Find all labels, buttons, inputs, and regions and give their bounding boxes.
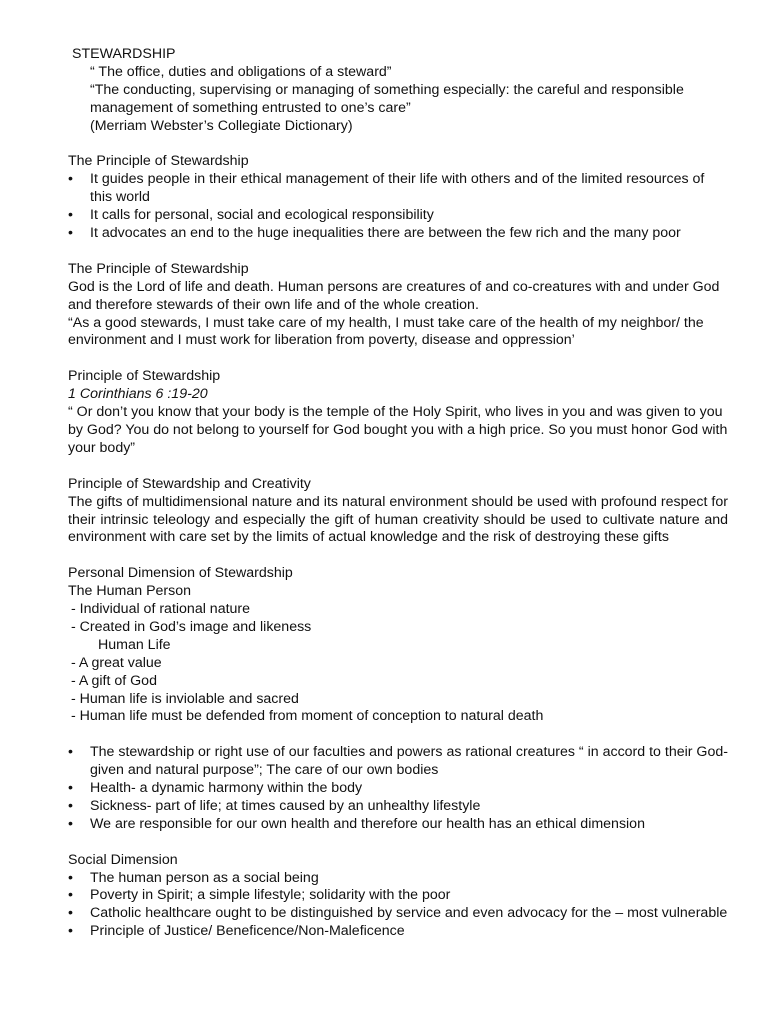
list-item: • Health- a dynamic harmony within the body xyxy=(68,780,363,797)
paragraph: God is the Lord of life and death. Human persons are creatures of and co-creatures with and under God and therefore stewards of their own life and of the whole creation. xyxy=(68,278,720,313)
definition-line-2: “The conducting, supervising or managing of something especially: the careful and responsible xyxy=(90,81,684,98)
list-item: - Human life must be defended from moment of conception to natural death xyxy=(71,708,544,725)
bullet-icon: • xyxy=(68,815,73,832)
definition-line-1: “ The office, duties and obligations of a steward” xyxy=(90,63,392,80)
scripture-reference: 1 Corinthians 6 :19-20 xyxy=(68,386,208,403)
list-item: • It calls for personal, social and ecological responsibility xyxy=(68,207,434,224)
section-heading: The Principle of Stewardship xyxy=(68,153,249,170)
definition-source: (Merriam Webster’s Collegiate Dictionary) xyxy=(90,117,353,134)
bullet-icon: • xyxy=(68,171,73,188)
bullet-icon: • xyxy=(68,905,73,922)
list-item: • We are responsible for our own health and therefore our health has an ethical dimension xyxy=(68,815,645,832)
list-item: - Human life is inviolable and sacred xyxy=(71,690,299,707)
paragraph: The gifts of multidimensional nature and its natural environment should be used with profound respect for their intrinsic teleology and especially the gift of human creativity should be used to cultivate nature and environment with care set by the limits of actual knowledge and the risk of destroying these gifts xyxy=(68,493,728,546)
section-heading: Personal Dimension of Stewardship xyxy=(68,565,293,582)
section-heading: The Principle of Stewardship xyxy=(68,260,249,277)
subheading: The Human Person xyxy=(68,583,192,600)
bullet-icon: • xyxy=(68,225,73,242)
scripture-quote: “ Or don’t you know that your body is the temple of the Holy Spirit, who lives in you and was given to you by God? You do not belong to yourself for God bought you with a high price. So you must honor God with your body” xyxy=(68,404,728,456)
definition-line-3: management of something entrusted to one’s care” xyxy=(90,99,411,116)
list-item: • It guides people in their ethical management of their life with others and of the limited resources of this world xyxy=(68,171,705,206)
social-bullet-list xyxy=(68,870,728,942)
list-item: • Catholic healthcare ought to be distinguished by service and even advocacy for the – most vulnerable xyxy=(68,905,728,922)
bullet-icon: • xyxy=(68,744,73,761)
list-item: • The human person as a social being xyxy=(68,869,319,886)
document-page xyxy=(68,46,728,941)
bullet-icon: • xyxy=(68,887,73,904)
list-item: - Individual of rational nature xyxy=(71,601,251,618)
list-item: • Poverty in Spirit; a simple lifestyle; solidarity with the poor xyxy=(68,887,451,904)
principle-bullet-list xyxy=(68,171,728,243)
list-item: • The stewardship or right use of our faculties and powers as rational creatures “ in accord to their God-given and natural purpose”; The care of our own bodies xyxy=(68,744,728,779)
list-item: • It advocates an end to the huge inequalities there are between the few rich and the many poor xyxy=(68,225,681,242)
bullet-icon: • xyxy=(68,869,73,886)
bullet-icon: • xyxy=(68,780,73,797)
bullet-icon: • xyxy=(68,797,73,814)
list-item: • Sickness- part of life; at times caused by an unhealthy lifestyle xyxy=(68,797,481,814)
bullet-icon: • xyxy=(68,923,73,940)
document-title: STEWARDSHIP xyxy=(72,46,176,62)
list-item: - Created in God’s image and likeness xyxy=(71,618,312,635)
paragraph: “As a good stewards, I must take care of my health, I must take care of the health of my neighbor/ the environment and I must work for liberation from poverty, disease and oppression’ xyxy=(68,314,704,349)
section-heading: Principle of Stewardship and Creativity xyxy=(68,475,311,492)
section-heading: Social Dimension xyxy=(68,851,178,868)
subheading: Human Life xyxy=(98,636,171,653)
bullet-icon: • xyxy=(68,207,73,224)
personal-bullet-list xyxy=(68,744,728,834)
section-heading: Principle of Stewardship xyxy=(68,368,221,385)
list-item: - A great value xyxy=(71,654,162,671)
list-item: • Principle of Justice/ Beneficence/Non-Maleficence xyxy=(68,923,405,940)
list-item: - A gift of God xyxy=(71,672,157,689)
